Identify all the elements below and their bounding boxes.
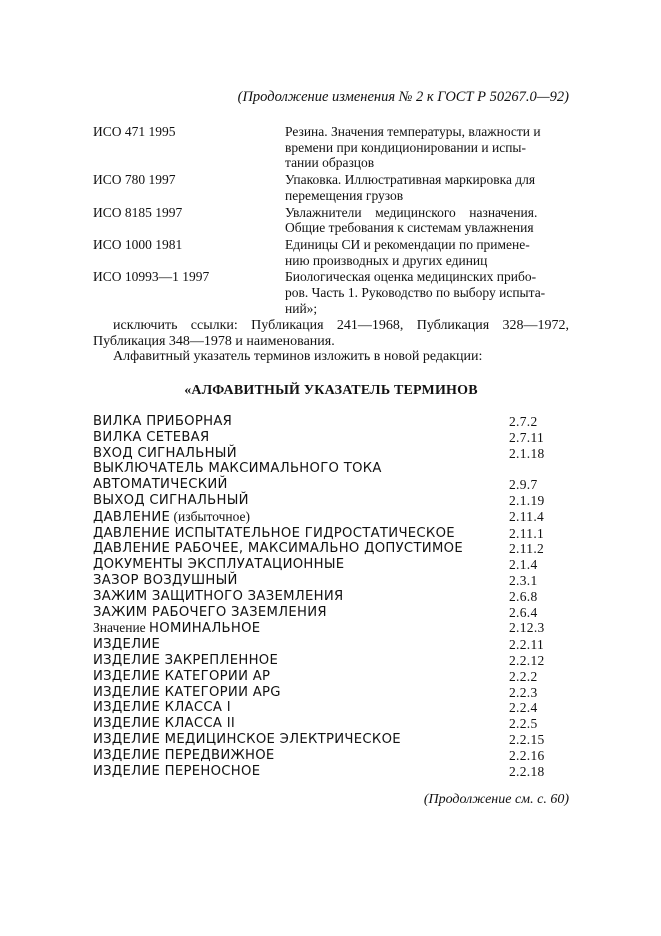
reference-item — [93, 205, 569, 236]
index-number: 2.1.19 — [509, 492, 545, 508]
index-row — [93, 637, 563, 653]
reference-description — [285, 124, 569, 171]
index-number: 2.7.2 — [509, 414, 538, 429]
reference-line: ров. Часть 1. Руководство по выбору испыта- — [285, 285, 546, 301]
reference-item — [93, 237, 569, 268]
index-number: 2.2.11 — [509, 637, 545, 653]
index-number: 2.2.18 — [509, 763, 545, 779]
index-row — [93, 589, 563, 605]
index-term-main: НОМИНАЛЬНОЕ — [149, 621, 261, 637]
index-number: 2.11.2 — [509, 541, 545, 557]
reference-code: ИСО 1000 1981 — [93, 236, 183, 252]
reference-line: Увлажнители медицинского назначения. — [285, 204, 538, 220]
index-term-suffix: (избыточное) — [170, 508, 251, 524]
index-number: 2.12.3 — [509, 620, 545, 636]
index-term: ИЗДЕЛИЕ КАТЕГОРИИ АР — [93, 668, 271, 684]
index-row — [93, 461, 563, 477]
reference-item — [93, 172, 569, 203]
reference-code: ИСО 8185 1997 — [93, 204, 183, 220]
index-number: 2.2.16 — [509, 747, 545, 763]
index-row — [93, 414, 563, 430]
exclusion-paragraph: исключить ссылки: Публикация 241—1968, Публикация 328—1972, Публикация 348—1978 и наименования. — [93, 318, 569, 349]
index-term: ВХОД СИГНАЛЬНЫЙ — [93, 445, 237, 461]
index-number: 2.2.12 — [509, 652, 545, 668]
reference-item — [93, 269, 569, 316]
index-term: ВЫКЛЮЧАТЕЛЬ МАКСИМАЛЬНОГО ТОКА — [93, 461, 382, 477]
reference-description — [285, 172, 569, 203]
reference-line: времени при кондиционировании и испы- — [285, 139, 526, 155]
index-number: 2.11.4 — [509, 508, 545, 524]
index-term: АВТОМАТИЧЕСКИЙ — [93, 477, 228, 493]
index-number: 2.7.11 — [509, 429, 545, 445]
index-term-main: ДАВЛЕНИЕ — [93, 509, 171, 525]
reference-line: нию производных и других единиц — [285, 252, 488, 268]
index-row — [93, 446, 563, 462]
index-row — [93, 541, 563, 557]
index-term: ИЗДЕЛИЕ ЗАКРЕПЛЕННОЕ — [93, 652, 279, 668]
index-number: 2.2.4 — [509, 700, 538, 716]
index-number: 2.11.1 — [509, 525, 545, 541]
index-number: 2.1.4 — [509, 557, 538, 573]
page-header: (Продолжение изменения № 2 к ГОСТ Р 50267.0—92) — [237, 89, 569, 105]
index-term: ВИЛКА ПРИБОРНАЯ — [93, 414, 233, 429]
index-row — [93, 764, 563, 780]
reference-line: Резина. Значения температуры, влажности и — [285, 124, 541, 139]
reference-line: Единицы СИ и рекомендации по примене- — [285, 236, 530, 252]
section-title: «АЛФАВИТНЫЙ УКАЗАТЕЛЬ ТЕРМИНОВ — [184, 383, 478, 398]
index-row — [93, 557, 563, 573]
reference-line: Упаковка. Иллюстративная маркировка для — [285, 172, 536, 188]
reference-line: Биологическая оценка медицинских прибо- — [285, 269, 537, 285]
reference-line: тании образцов — [285, 155, 375, 171]
index-number: 2.6.8 — [509, 588, 538, 604]
index-term: ДАВЛЕНИЕ РАБОЧЕЕ, МАКСИМАЛЬНО ДОПУСТИМОЕ — [93, 541, 463, 557]
index-number: 2.3.1 — [509, 572, 538, 588]
index-term: ИЗДЕЛИЕ КАТЕГОРИИ APG — [93, 684, 281, 700]
index-row — [93, 477, 563, 493]
index-number: 2.2.15 — [509, 731, 545, 747]
reference-line: ний»; — [285, 300, 318, 316]
reference-description — [285, 269, 569, 316]
index-row — [93, 748, 563, 764]
reference-description — [285, 205, 569, 236]
reference-line: перемещения грузов — [285, 187, 404, 203]
index-number: 2.2.5 — [509, 716, 538, 732]
index-row — [93, 732, 563, 748]
reference-line: Общие требования к системам увлажнения — [285, 220, 534, 236]
index-row — [93, 430, 563, 446]
index-number: 2.9.7 — [509, 477, 538, 493]
index-term: ИЗДЕЛИЕ КЛАССА II — [93, 716, 236, 732]
index-row — [93, 573, 563, 589]
index-number: 2.1.18 — [509, 445, 545, 461]
reference-code: ИСО 471 1995 — [93, 124, 176, 139]
index-row — [93, 526, 563, 542]
reference-code: ИСО 10993—1 1997 — [93, 269, 210, 285]
index-term — [93, 620, 260, 637]
index-term: ДОКУМЕНТЫ ЭКСПЛУАТАЦИОННЫЕ — [93, 557, 345, 573]
index-term: ИЗДЕЛИЕ ПЕРЕДВИЖНОЕ — [93, 747, 275, 763]
index-row — [93, 685, 563, 701]
index-term: ЗАЖИМ РАБОЧЕГО ЗАЗЕМЛЕНИЯ — [93, 604, 327, 620]
index-term: ДАВЛЕНИЕ ИСПЫТАТЕЛЬНОЕ ГИДРОСТАТИЧЕСКОЕ — [93, 525, 455, 541]
index-term: ВЫХОД СИГНАЛЬНЫЙ — [93, 492, 249, 508]
index-row — [93, 669, 563, 685]
index-row — [93, 605, 563, 621]
reference-list — [93, 124, 569, 317]
index-row — [93, 509, 563, 526]
index-term: ИЗДЕЛИЕ КЛАССА I — [93, 700, 231, 716]
index-term: ИЗДЕЛИЕ МЕДИЦИНСКОЕ ЭЛЕКТРИЧЕСКОЕ — [93, 731, 401, 747]
index-term: ВИЛКА СЕТЕВАЯ — [93, 429, 210, 445]
reference-description — [285, 237, 569, 268]
index-number: 2.2.3 — [509, 684, 538, 700]
index-row — [93, 716, 563, 732]
index-number: 2.2.2 — [509, 668, 538, 684]
index-row — [93, 493, 563, 509]
index-row — [93, 653, 563, 669]
index-term-prefix: Значение — [93, 620, 150, 636]
index-number — [509, 461, 563, 477]
index-number: 2.6.4 — [509, 604, 538, 620]
reference-item — [93, 124, 569, 171]
term-index — [93, 414, 563, 779]
reference-code: ИСО 780 1997 — [93, 172, 176, 188]
index-intro-paragraph: Алфавитный указатель терминов изложить в новой редакции: — [113, 349, 483, 364]
index-term: ЗАЖИМ ЗАЩИТНОГО ЗАЗЕМЛЕНИЯ — [93, 588, 344, 604]
index-row — [93, 700, 563, 716]
index-term — [93, 509, 250, 526]
index-row — [93, 620, 563, 637]
page-footer: (Продолжение см. с. 60) — [423, 792, 569, 807]
index-term: ИЗДЕЛИЕ ПЕРЕНОСНОЕ — [93, 763, 261, 779]
index-term: ЗАЗОР ВОЗДУШНЫЙ — [93, 572, 238, 588]
index-term: ИЗДЕЛИЕ — [93, 637, 161, 653]
